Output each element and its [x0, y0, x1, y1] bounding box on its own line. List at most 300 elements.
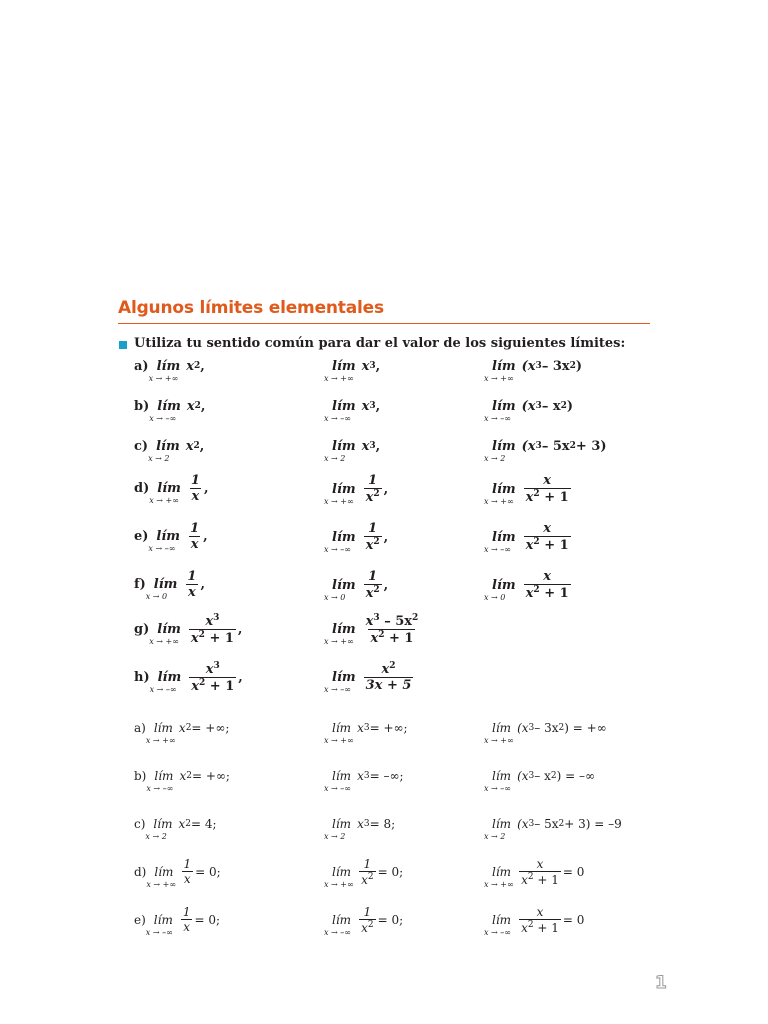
numerator	[541, 474, 553, 488]
denominator	[519, 919, 561, 935]
lim-word: lím	[153, 577, 178, 593]
denominator	[524, 488, 571, 505]
lim-word: lím	[332, 769, 352, 783]
lim-word: lím	[156, 529, 181, 545]
fraction	[524, 474, 571, 504]
denominator	[190, 488, 202, 504]
denominator	[524, 584, 571, 601]
denominator	[364, 677, 414, 693]
exercise-c-item-1	[134, 439, 205, 463]
expr-tail: = +∞;	[191, 721, 230, 735]
denominator	[189, 536, 201, 552]
lim-word: lím	[492, 913, 512, 928]
expr-exponent: 3	[535, 401, 542, 411]
limit-operator	[145, 577, 178, 602]
denominator-exponent: 2	[367, 871, 374, 882]
solution-a-item-2	[324, 721, 408, 745]
numerator-base: x	[543, 521, 552, 536]
numerator-base: 1	[368, 521, 378, 536]
limit-operator	[324, 481, 356, 506]
limit-subscript: x → 2	[145, 832, 167, 841]
exercise-a-item-2	[324, 359, 381, 383]
numerator	[380, 662, 398, 677]
expr-tail: = 0;	[194, 912, 221, 927]
denominator	[364, 488, 382, 505]
numerator	[181, 906, 193, 919]
numerator-exponent: 3	[373, 613, 380, 623]
expr-exponent: 3	[535, 441, 542, 451]
expr-exponent: 2	[193, 361, 201, 371]
lim-word: lím	[492, 399, 516, 414]
solution-b-item-2	[324, 769, 404, 793]
numerator-base: 1	[368, 569, 378, 584]
fraction	[359, 858, 376, 886]
exercise-a-item-1	[134, 359, 205, 383]
item-label: a)	[134, 721, 146, 735]
denominator-exponent: 2	[373, 584, 380, 595]
denominator-tail: + 1	[533, 872, 559, 887]
expr-tail: ,	[383, 481, 389, 497]
lim-word: lím	[492, 481, 516, 497]
limit-operator	[484, 817, 512, 841]
limit-subscript: x → 2	[484, 454, 506, 463]
exercise-d-item-2	[324, 473, 389, 506]
lim-word: lím	[332, 481, 356, 497]
item-label: e)	[134, 912, 146, 927]
expr-tail: ,	[237, 622, 243, 638]
expr-base: x	[179, 769, 187, 783]
fraction	[524, 522, 571, 552]
expr-base: x	[186, 359, 194, 374]
lim-word: lím	[332, 817, 352, 831]
fraction	[181, 906, 193, 933]
denominator-exponent: 2	[198, 629, 205, 640]
limit-operator	[324, 913, 352, 938]
lim-word: lím	[157, 481, 181, 497]
exercise-f-item-2	[324, 569, 389, 602]
expr-exponent: 3	[369, 441, 376, 451]
denominator	[359, 919, 376, 935]
expr-open: (x	[521, 439, 536, 454]
expr-tail: ,	[200, 399, 206, 414]
limit-operator	[324, 439, 356, 463]
expr-base: x	[361, 439, 370, 454]
exercise-e-item-3	[484, 521, 573, 554]
item-label: a)	[134, 359, 149, 374]
limit-subscript: x → –∞	[324, 544, 351, 554]
denominator-exponent: 2	[373, 488, 380, 499]
expr-exponent-2: 2	[560, 401, 567, 411]
expr-exponent: 3	[363, 770, 370, 781]
numerator-base: x	[381, 662, 390, 677]
expr-exponent: 2	[185, 818, 191, 829]
numerator-base: x	[536, 857, 544, 871]
numerator-base: x	[543, 569, 552, 584]
exercise-g-item-1	[134, 614, 242, 645]
limit-operator	[148, 359, 181, 383]
denominator	[519, 871, 561, 887]
numerator	[185, 570, 198, 584]
expr-tail: = 0	[562, 913, 585, 928]
denominator-base: x	[188, 584, 196, 600]
limit-operator	[324, 577, 356, 602]
limit-operator	[324, 721, 354, 745]
limit-subscript: x → +∞	[324, 736, 354, 745]
item-label: f)	[134, 577, 146, 593]
limit-operator	[146, 769, 174, 793]
numerator	[366, 522, 379, 536]
expr-exponent: 3	[528, 818, 535, 829]
fraction	[364, 570, 382, 600]
expr-tail: ,	[200, 359, 205, 374]
exercise-h-item-2	[324, 661, 415, 694]
exercise-e-item-1	[134, 521, 208, 554]
solution-b-item-3	[484, 769, 595, 793]
expr-open: (x	[517, 769, 529, 783]
exercise-c-item-3	[484, 439, 607, 463]
numerator	[535, 906, 546, 919]
limit-subscript: x → +∞	[324, 374, 354, 383]
denominator	[364, 584, 382, 601]
limit-operator	[146, 864, 177, 889]
limit-operator	[145, 912, 173, 937]
limit-operator	[145, 721, 176, 745]
limit-subscript: x → 2	[324, 454, 346, 463]
limit-operator	[484, 913, 512, 938]
numerator-base: x	[536, 905, 544, 919]
expr-tail: = 4;	[190, 817, 217, 831]
expr-base: x	[361, 359, 370, 374]
instruction-text: Utiliza tu sentido común para dar el valor de los siguientes límites:	[134, 336, 626, 351]
limit-subscript: x → +∞	[148, 374, 179, 383]
section-title: Algunos límites elementales	[118, 298, 384, 318]
expr-base: x	[185, 439, 194, 454]
denominator-exponent: 2	[367, 919, 374, 930]
denominator-tail: + 1	[533, 920, 559, 935]
expr-exponent: 2	[194, 401, 201, 411]
item-label: h)	[134, 670, 150, 686]
limit-operator	[149, 622, 181, 647]
limit-operator	[324, 359, 356, 383]
numerator-exponent: 2	[389, 661, 396, 671]
expr-exponent: 3	[363, 722, 370, 733]
expr-tail: )	[575, 359, 583, 374]
limit-subscript: x → +∞	[149, 496, 179, 506]
expr-tail: = –∞;	[369, 769, 404, 783]
exercise-f-item-1	[134, 569, 205, 602]
lim-word: lím	[492, 577, 516, 593]
denominator-exponent: 2	[373, 536, 380, 547]
denominator-base: x	[521, 872, 528, 887]
fraction	[364, 522, 382, 552]
exercise-e-item-2	[324, 521, 389, 554]
item-label: g)	[134, 622, 150, 638]
numerator	[181, 858, 193, 871]
limit-subscript: x → –∞	[324, 684, 351, 694]
limit-subscript: x → +∞	[149, 637, 179, 647]
item-label: d)	[134, 864, 147, 879]
denominator-base: x	[365, 537, 374, 553]
lim-word: lím	[332, 913, 352, 928]
numerator	[541, 522, 553, 536]
numerator-base: 1	[363, 905, 372, 919]
limit-subscript: x → 2	[324, 832, 346, 841]
denominator-exponent: 2	[527, 919, 534, 930]
denominator-exponent: 2	[527, 871, 534, 882]
numerator-base: x	[205, 614, 214, 629]
expr-exponent: 3	[369, 401, 376, 411]
lim-word: lím	[156, 439, 180, 454]
limit-subscript: x → –∞	[149, 414, 177, 423]
limit-subscript: x → –∞	[484, 784, 511, 793]
numerator-exponent-2: 2	[412, 613, 419, 623]
numerator-base: 1	[187, 569, 197, 584]
limit-subscript: x → +∞	[324, 496, 354, 506]
expr-exponent-2: 2	[569, 441, 576, 451]
expr-middle: – 3x	[541, 359, 570, 374]
limit-subscript: x → +∞	[146, 879, 177, 889]
denominator	[359, 871, 376, 887]
limit-operator	[149, 670, 182, 695]
denominator-tail: + 1	[384, 630, 414, 646]
expr-tail: ,	[203, 481, 209, 497]
item-label: e)	[134, 529, 149, 545]
fraction	[524, 570, 571, 600]
limit-operator	[324, 622, 356, 647]
limit-subscript: x → –∞	[324, 414, 351, 423]
solution-d-item-1	[134, 857, 221, 889]
denominator	[182, 871, 193, 886]
denominator	[364, 536, 382, 553]
fraction	[185, 570, 198, 599]
limit-subscript: x → –∞	[484, 928, 511, 938]
limit-operator	[484, 721, 514, 745]
expr-tail: = +∞;	[191, 769, 230, 783]
limit-subscript: x → +∞	[324, 880, 354, 890]
denominator-base: x	[525, 489, 534, 505]
solution-b-item-1	[134, 769, 230, 793]
limit-subscript: x → 0	[484, 592, 506, 602]
exercise-g-item-2	[324, 613, 422, 647]
expr-tail: )	[566, 399, 574, 414]
expr-middle: – 5x	[534, 817, 559, 831]
exercise-a-item-3	[484, 359, 583, 383]
limit-operator	[324, 817, 352, 841]
expr-tail: ,	[383, 577, 389, 593]
limit-subscript: x → –∞	[146, 784, 174, 793]
limit-subscript: x → 0	[324, 592, 346, 602]
numerator-base: x	[205, 662, 214, 677]
numerator	[203, 614, 221, 629]
lim-word: lím	[157, 622, 181, 638]
expr-exponent: 2	[193, 441, 200, 451]
expr-open: (x	[521, 359, 536, 374]
numerator-base: 1	[190, 473, 200, 488]
lim-word: lím	[332, 399, 356, 414]
expr-base: x	[357, 769, 364, 783]
lim-word: lím	[332, 622, 356, 638]
item-label: b)	[134, 399, 150, 414]
numerator	[366, 474, 379, 488]
denominator-base: x	[365, 585, 374, 601]
limit-operator	[148, 439, 180, 463]
exercise-b-item-3	[484, 399, 574, 423]
lim-word: lím	[332, 577, 356, 593]
expr-tail: ,	[238, 670, 243, 686]
limit-subscript: x → –∞	[484, 544, 511, 554]
fraction	[364, 474, 382, 504]
numerator	[362, 906, 374, 919]
lim-word: lím	[492, 721, 512, 735]
exercise-b-item-2	[324, 399, 381, 423]
expr-middle: – x	[534, 769, 551, 783]
numerator	[362, 858, 374, 871]
exercise-h-item-1	[134, 662, 243, 693]
numerator-base: 1	[368, 473, 378, 488]
lim-word: lím	[157, 670, 182, 686]
numerator-exponent: 3	[213, 613, 220, 623]
expr-exponent-2: 2	[558, 722, 565, 733]
numerator-base: 1	[182, 905, 191, 919]
lim-word: lím	[492, 865, 512, 880]
numerator-tail: – 5x	[379, 614, 413, 629]
expr-base: x	[178, 721, 186, 735]
limit-subscript: x → +∞	[484, 374, 514, 383]
fraction	[181, 858, 193, 885]
solution-e-item-2	[324, 905, 404, 938]
lim-word: lím	[156, 359, 181, 374]
numerator	[204, 662, 222, 677]
lim-word: lím	[492, 817, 512, 831]
expr-middle: – 3x	[534, 721, 559, 735]
title-rule	[118, 323, 650, 324]
expr-exponent: 3	[363, 818, 370, 829]
lim-word: lím	[332, 359, 356, 374]
expr-exponent-2: 2	[550, 770, 557, 781]
exercise-d-item-1	[134, 473, 209, 506]
lim-word: lím	[153, 721, 173, 735]
expr-base: x	[357, 721, 364, 735]
denominator	[368, 629, 415, 646]
fraction	[364, 662, 414, 692]
denominator-base: x	[365, 489, 374, 505]
expr-exponent-2: 2	[558, 818, 565, 829]
fraction	[189, 474, 202, 503]
expr-tail: = 0;	[195, 864, 221, 879]
lim-word: lím	[332, 439, 356, 454]
denominator-base: x	[183, 919, 191, 934]
limit-operator	[148, 529, 181, 554]
limit-operator	[324, 669, 356, 694]
numerator-base: x	[543, 473, 552, 488]
expr-middle: – 5x	[541, 439, 570, 454]
limit-operator	[324, 399, 356, 423]
denominator-base: x	[361, 872, 368, 887]
denominator	[189, 677, 236, 694]
denominator-base: x	[525, 537, 534, 553]
denominator-base: x	[183, 871, 191, 886]
expr-exponent: 3	[369, 361, 376, 371]
limit-subscript: x → +∞	[484, 736, 514, 745]
limit-operator	[149, 399, 181, 423]
denominator-base: x	[361, 920, 368, 935]
expr-tail: ,	[203, 529, 208, 545]
limit-subscript: x → –∞	[324, 928, 351, 938]
item-label: c)	[134, 817, 146, 831]
lim-word: lím	[332, 669, 356, 685]
lim-word: lím	[157, 399, 181, 414]
expr-open: (x	[521, 399, 536, 414]
expr-base: x	[178, 817, 186, 831]
expr-tail: = 0	[562, 865, 585, 880]
denominator-tail: + 1	[539, 537, 569, 553]
expr-tail: = 0;	[377, 913, 404, 928]
expr-exponent: 2	[185, 722, 192, 733]
expr-base: x	[186, 399, 195, 414]
expr-tail: = +∞;	[369, 721, 408, 735]
solution-c-item-3	[484, 817, 622, 841]
denominator-base: x	[191, 678, 200, 694]
expr-tail: = 8;	[369, 817, 396, 831]
lim-word: lím	[492, 529, 516, 545]
item-label: b)	[134, 769, 147, 783]
denominator-exponent: 2	[533, 536, 540, 547]
lim-word: lím	[332, 865, 352, 880]
numerator	[366, 570, 379, 584]
solution-e-item-3	[484, 905, 585, 938]
limit-operator	[324, 529, 356, 554]
numerator-base: 1	[190, 521, 200, 536]
lim-word: lím	[492, 359, 516, 374]
lim-word: lím	[153, 817, 173, 831]
denominator-exponent: 2	[533, 488, 540, 499]
denominator-exponent: 2	[378, 629, 385, 640]
limit-subscript: x → –∞	[145, 927, 173, 937]
limit-operator	[484, 439, 516, 463]
denominator	[186, 584, 198, 600]
lim-word: lím	[154, 864, 174, 879]
fraction	[359, 906, 376, 934]
limit-subscript: x → –∞	[148, 544, 176, 554]
limit-operator	[145, 817, 173, 841]
limit-subscript: x → 2	[484, 832, 506, 841]
denominator-base: x	[190, 536, 199, 552]
limit-operator	[484, 529, 516, 554]
expr-tail: ,	[375, 359, 381, 374]
lim-word: lím	[153, 912, 173, 927]
expr-exponent: 3	[535, 361, 542, 371]
lim-word: lím	[492, 439, 516, 454]
limit-operator	[484, 865, 514, 890]
fraction	[189, 662, 236, 693]
expr-tail: ,	[375, 439, 381, 454]
item-label: c)	[134, 439, 149, 454]
denominator-exponent: 2	[533, 584, 540, 595]
denominator-base: x	[191, 488, 200, 504]
expr-open: (x	[517, 721, 529, 735]
numerator-base: x	[365, 614, 374, 629]
numerator	[188, 522, 201, 536]
numerator	[189, 474, 202, 488]
lim-word: lím	[492, 769, 512, 783]
expr-tail: ) = +∞	[564, 721, 607, 735]
limit-subscript: x → 0	[145, 592, 168, 602]
expr-tail: + 3) = –9	[564, 817, 622, 831]
bullet-square-icon	[119, 341, 127, 349]
exercise-c-item-2	[324, 439, 381, 463]
solution-d-item-2	[324, 857, 404, 890]
expr-exponent-2: 2	[569, 361, 576, 371]
